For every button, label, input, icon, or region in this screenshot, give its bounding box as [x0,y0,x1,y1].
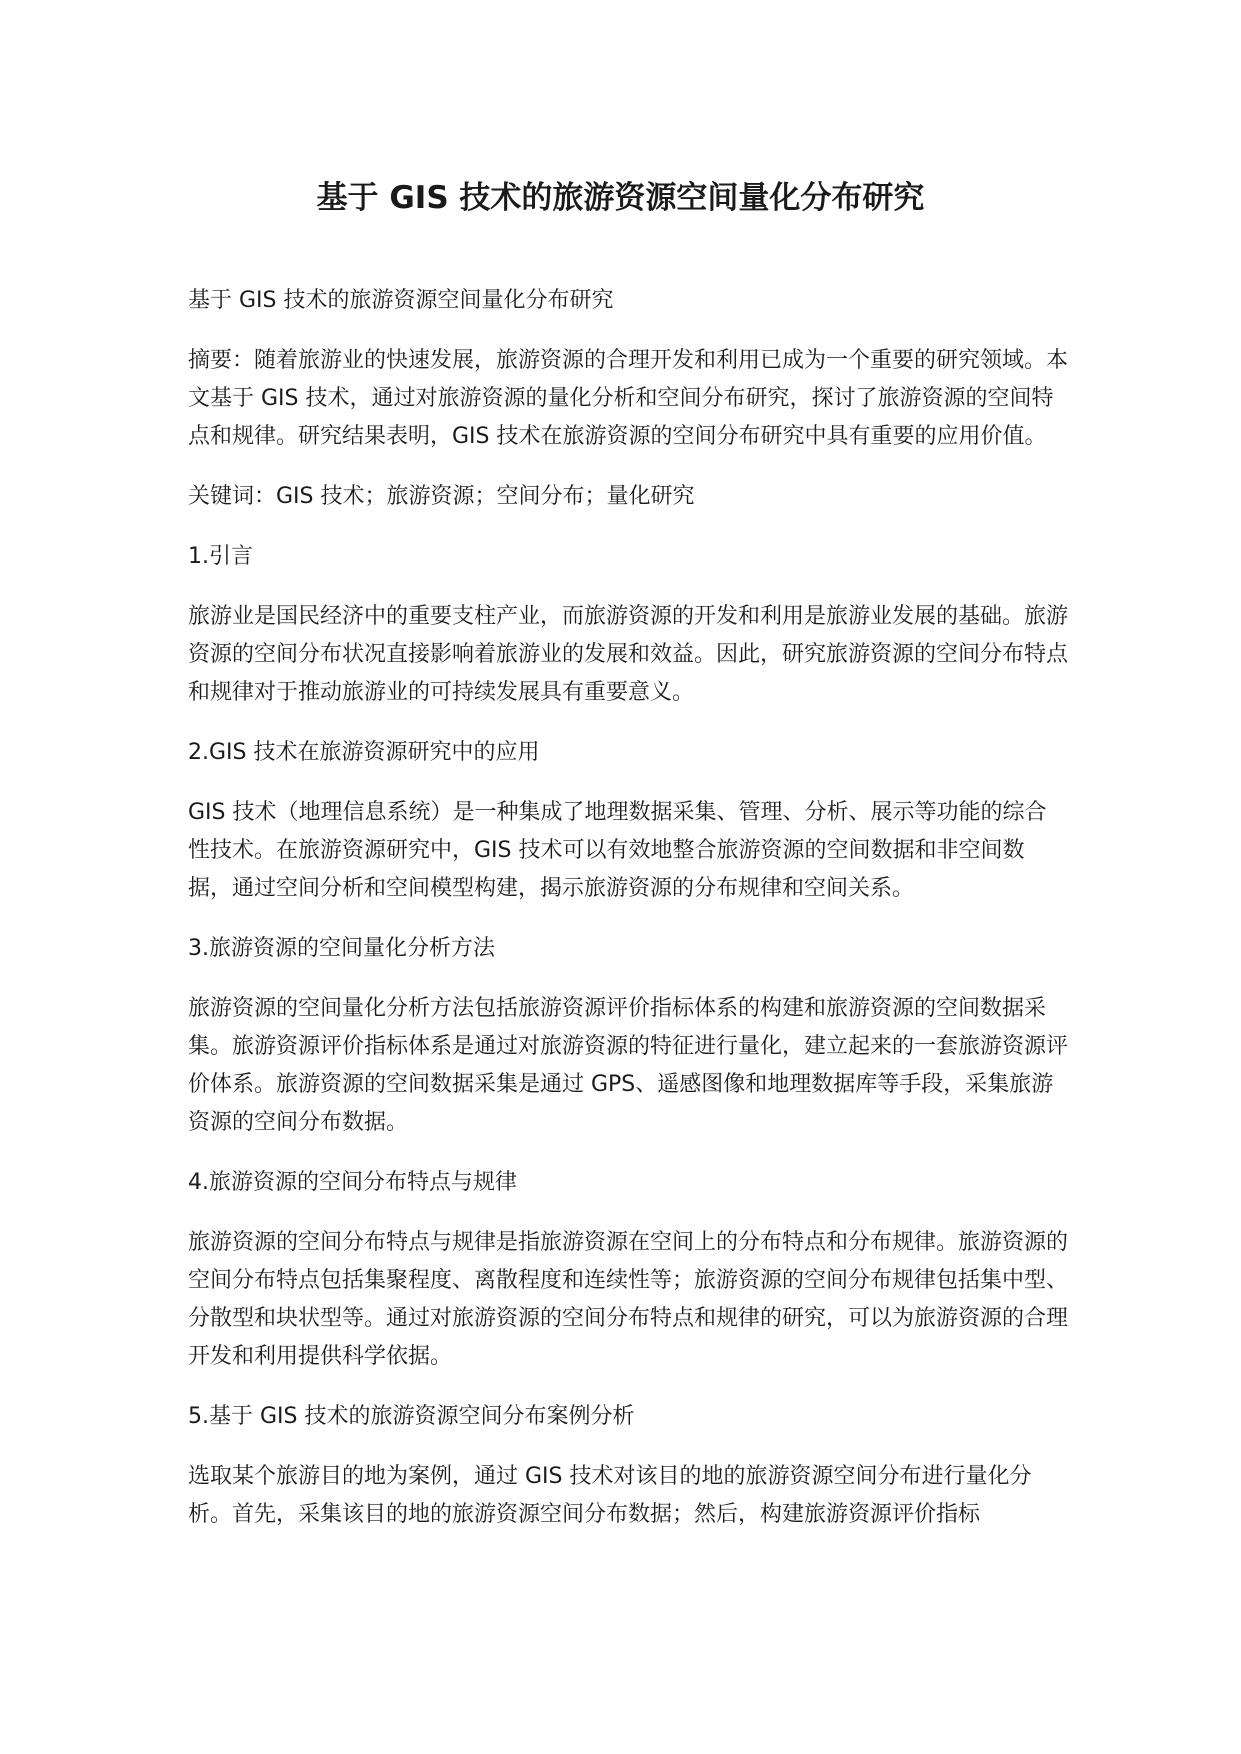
keywords-paragraph: 关键词：GIS 技术；旅游资源；空间分布；量化研究 [188,484,695,509]
body-paragraph: 旅游资源的空间量化分析方法包括旅游资源评价指标体系的构建和旅游资源的空间数据采集。旅游资源评价指标体系是通过对旅游资源的特征进行量化，建立起来的一套旅游资源评价体系。旅游资源的空间数据采集是通过 GPS、遥感图像和地理数据库等手段，采集旅游资源的空间分布数据。 [188,996,1069,1135]
document-title: 基于 GIS 技术的旅游资源空间量化分布研究 [316,180,925,216]
subtitle-paragraph: 基于 GIS 技术的旅游资源空间量化分布研究 [188,288,614,313]
body-paragraph: 旅游资源的空间分布特点与规律是指旅游资源在空间上的分布特点和分布规律。旅游资源的空间分布特点包括集聚程度、离散程度和连续性等；旅游资源的空间分布规律包括集中型、分散型和块状型等。通过对旅游资源的空间分布特点和规律的研究，可以为旅游资源的合理开发和利用提供科学依据。 [188,1230,1069,1369]
section-heading-quantification-methods: 3.旅游资源的空间量化分析方法 [188,936,495,961]
section-heading-introduction: 1.引言 [188,544,253,569]
body-paragraph: GIS 技术（地理信息系统）是一种集成了地理数据采集、管理、分析、展示等功能的综合性技术。在旅游资源研究中，GIS 技术可以有效地整合旅游资源的空间数据和非空间数据，通过空间分析和空间模型构建，揭示旅游资源的分布规律和空间关系。 [188,800,1047,901]
abstract-paragraph: 摘要：随着旅游业的快速发展，旅游资源的合理开发和利用已成为一个重要的研究领域。本文基于 GIS 技术，通过对旅游资源的量化分析和空间分布研究，探讨了旅游资源的空间特点和规律。研究结果表明，GIS 技术在旅游资源的空间分布研究中具有重要的应用价值。 [188,348,1069,449]
section-heading-case-study: 5.基于 GIS 技术的旅游资源空间分布案例分析 [188,1404,635,1429]
section-heading-gis-application: 2.GIS 技术在旅游资源研究中的应用 [188,740,540,765]
document-body [188,282,1068,1556]
body-paragraph: 旅游业是国民经济中的重要支柱产业，而旅游资源的开发和利用是旅游业发展的基础。旅游资源的空间分布状况直接影响着旅游业的发展和效益。因此，研究旅游资源的空间分布特点和规律对于推动旅游业的可持续发展具有重要意义。 [188,604,1069,705]
body-paragraph: 选取某个旅游目的地为案例，通过 GIS 技术对该目的地的旅游资源空间分布进行量化分析。首先，采集该目的地的旅游资源空间分布数据；然后，构建旅游资源评价指标 [188,1464,1032,1527]
section-heading-distribution-features: 4.旅游资源的空间分布特点与规律 [188,1170,517,1195]
